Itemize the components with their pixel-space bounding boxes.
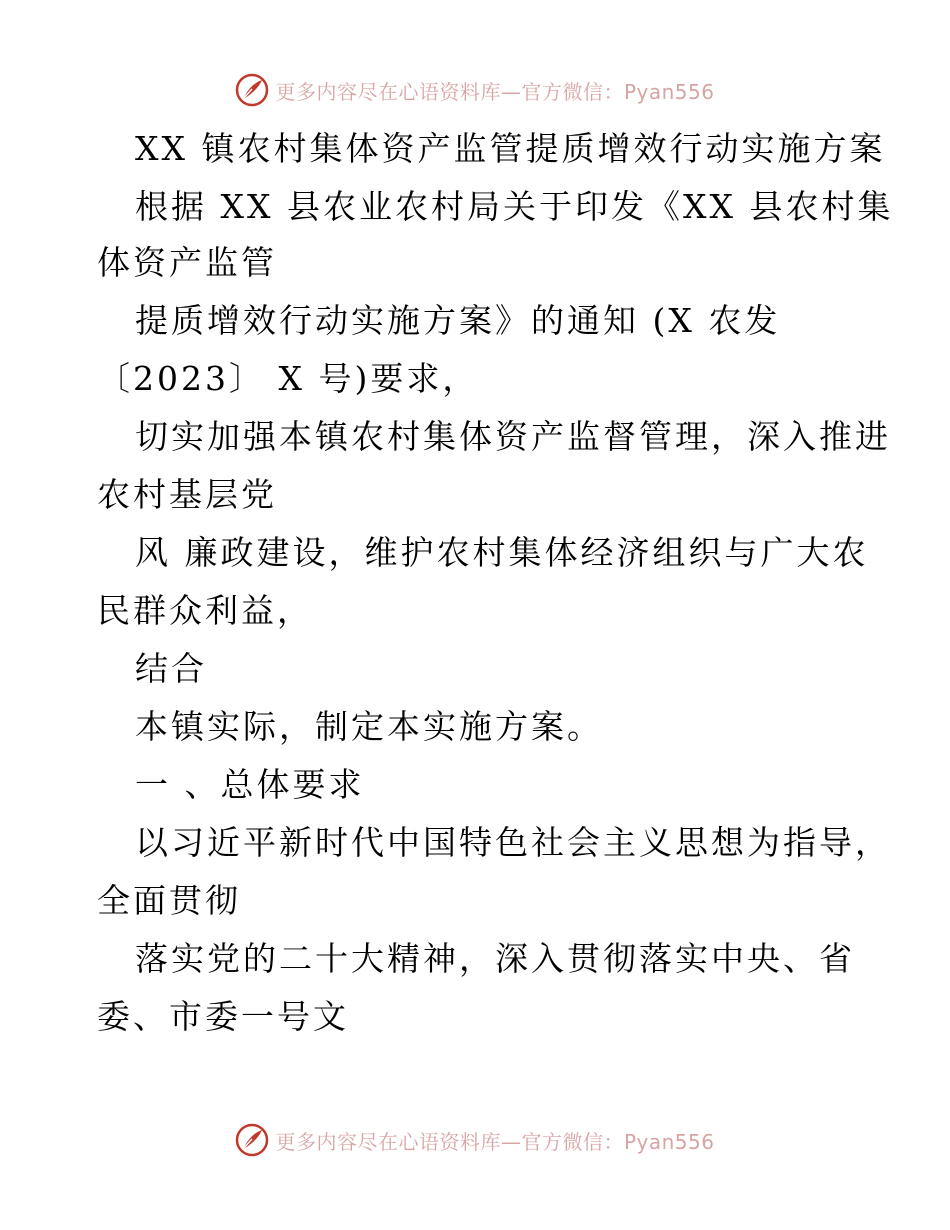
paragraph-line: 根据 XX 县农业农村局关于印发《XX 县农村集 <box>135 187 894 226</box>
feather-pen-logo-icon <box>235 73 269 107</box>
paragraph-line: 结合 <box>135 649 207 688</box>
paragraph-line: 农村基层党 <box>97 475 277 514</box>
paragraph-line: 本镇实际，制定本实施方案。 <box>135 707 603 746</box>
section-heading: 一 、总体要求 <box>135 765 365 804</box>
paragraph-line: 风 廉政建设，维护农村集体经济组织与广大农 <box>135 533 869 572</box>
paragraph-line: 切实加强本镇农村集体资产监督管理，深入推进 <box>135 417 891 456</box>
watermark-text: 更多内容尽在心语资料库—官方微信：Pyan556 <box>275 1129 715 1154</box>
paragraph-line: 提质增效行动实施方案》的通知 (X 农发 <box>135 301 781 340</box>
document-title: XX 镇农村集体资产监管提质增效行动实施方案 <box>135 129 886 168</box>
paragraph-line: 民群众利益， <box>97 591 313 630</box>
header-watermark <box>0 70 950 110</box>
paragraph-line: 〔2023〕 X 号)要求， <box>97 359 479 398</box>
paragraph-line: 体资产监管 <box>97 243 277 282</box>
watermark-text: 更多内容尽在心语资料库—官方微信：Pyan556 <box>275 79 715 104</box>
paragraph-line: 落实党的二十大精神，深入贯彻落实中央、省 <box>135 939 855 978</box>
paragraph-line: 以习近平新时代中国特色社会主义思想为指导， <box>135 823 891 862</box>
paragraph-line: 委、市委一号文 <box>97 997 349 1036</box>
feather-pen-logo-icon <box>235 1123 269 1157</box>
paragraph-line: 全面贯彻 <box>97 881 241 920</box>
footer-watermark <box>0 1120 950 1160</box>
